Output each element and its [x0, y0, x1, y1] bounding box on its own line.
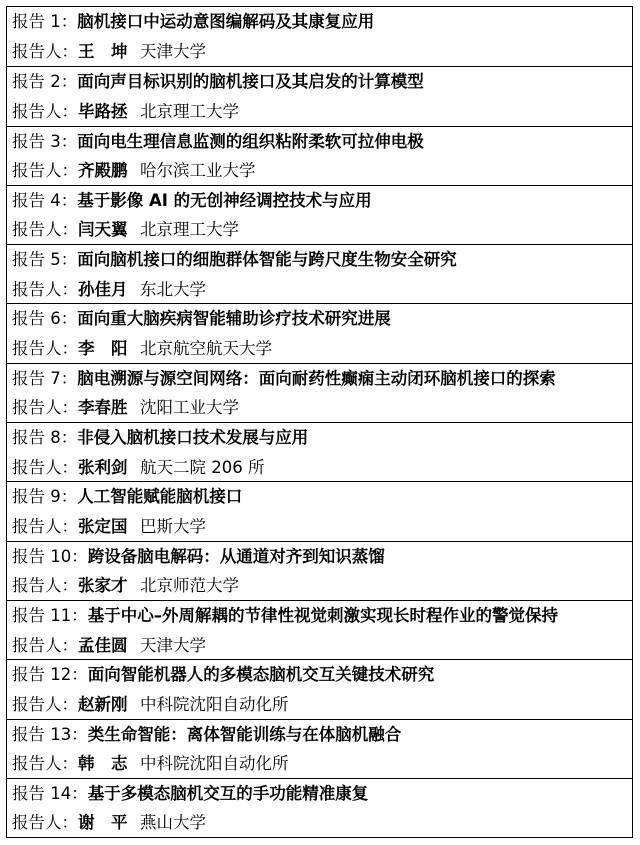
presenter-row	[7, 690, 632, 720]
presenter-row	[7, 808, 632, 838]
presenter-row	[7, 571, 632, 601]
presenter-label: 报告人：	[12, 161, 78, 181]
presenter-name: 赵新刚	[78, 694, 128, 714]
presenter-row	[7, 453, 632, 483]
presenter-affiliation: 沈阳工业大学	[140, 398, 239, 418]
presenter-name: 韩 志	[78, 754, 128, 774]
report-title: 脑电溯源与源空间网络：面向耐药性癫痫主动闭环脑机接口的探索	[77, 368, 556, 388]
presenter-label: 报告人：	[12, 101, 78, 121]
report-entry	[7, 7, 632, 66]
presenter-name: 闫天翼	[78, 220, 128, 240]
report-number: 报告 3：	[12, 131, 78, 151]
presenter-row	[7, 156, 632, 186]
presenter-label: 报告人：	[12, 398, 78, 418]
presenter-affiliation: 北京理工大学	[140, 220, 239, 240]
presenter-name: 齐殿鹏	[78, 161, 128, 181]
report-entry	[7, 66, 632, 125]
presenter-row	[7, 275, 632, 305]
report-title: 基于多模态脑机交互的手功能精准康复	[87, 783, 369, 803]
presenter-label: 报告人：	[12, 220, 78, 240]
presenter-label: 报告人：	[12, 694, 78, 714]
presenter-name: 李 阳	[78, 339, 128, 359]
report-entry	[7, 185, 632, 244]
report-title-row	[7, 482, 632, 512]
presenter-label: 报告人：	[12, 576, 78, 596]
report-entry	[7, 659, 632, 718]
presenter-label: 报告人：	[12, 457, 78, 477]
report-title-row	[7, 67, 632, 97]
presenter-row	[7, 749, 632, 779]
report-title: 类生命智能：离体智能训练与在体脑机融合	[87, 724, 402, 744]
presenter-label: 报告人：	[12, 635, 78, 655]
presenter-affiliation: 天津大学	[140, 41, 206, 61]
presenter-label: 报告人：	[12, 339, 78, 359]
presenter-name: 孙佳月	[78, 279, 128, 299]
report-title-row	[7, 601, 632, 631]
presenter-name: 谢 平	[78, 813, 128, 833]
presenter-row	[7, 393, 632, 423]
presenter-row	[7, 97, 632, 127]
report-number: 报告 14：	[12, 783, 88, 803]
report-title-row	[7, 720, 632, 750]
presenter-label: 报告人：	[12, 41, 78, 61]
report-title: 跨设备脑电解码：从通道对齐到知识蒸馏	[87, 546, 385, 566]
report-entry	[7, 303, 632, 362]
presenter-affiliation: 中科院沈阳自动化所	[140, 754, 289, 774]
report-title-row	[7, 304, 632, 334]
presenter-label: 报告人：	[12, 279, 78, 299]
report-title: 面向智能机器人的多模态脑机交互关键技术研究	[87, 665, 435, 685]
presenter-affiliation: 航天二院 206 所	[140, 457, 265, 477]
report-entry	[7, 719, 632, 778]
presenter-row	[7, 215, 632, 245]
report-title-row	[7, 542, 632, 572]
presenter-affiliation: 巴斯大学	[140, 516, 206, 536]
report-number: 报告 5：	[12, 250, 78, 270]
presenter-label: 报告人：	[12, 813, 78, 833]
report-title-row	[7, 779, 632, 809]
presenter-name: 毕路拯	[78, 101, 128, 121]
presenter-affiliation: 中科院沈阳自动化所	[140, 694, 289, 714]
report-title-row	[7, 127, 632, 157]
report-title: 人工智能赋能脑机接口	[77, 487, 243, 507]
presenter-affiliation: 北京航空航天大学	[140, 339, 272, 359]
report-entry	[7, 244, 632, 303]
report-entry	[7, 422, 632, 481]
report-number: 报告 13：	[12, 724, 88, 744]
report-title: 脑机接口中运动意图编解码及其康复应用	[77, 12, 375, 31]
presenter-affiliation: 东北大学	[140, 279, 206, 299]
presenter-row	[7, 334, 632, 364]
presenter-row	[7, 37, 632, 67]
presenter-affiliation: 北京理工大学	[140, 101, 239, 121]
presenter-name: 王 坤	[78, 41, 128, 61]
presenter-name: 张家才	[78, 576, 128, 596]
report-number: 报告 8：	[12, 428, 78, 448]
report-number: 报告 9：	[12, 487, 78, 507]
presenter-name: 孟佳圆	[78, 635, 128, 655]
report-title: 基于中心–外周解耦的节律性视觉刺激实现长时程作业的警觉保持	[87, 605, 558, 625]
report-entry	[7, 363, 632, 422]
presenter-label: 报告人：	[12, 516, 78, 536]
report-title: 非侵入脑机接口技术发展与应用	[77, 428, 309, 448]
report-number: 报告 2：	[12, 72, 78, 92]
report-schedule-table	[6, 6, 633, 838]
presenter-name: 张定国	[78, 516, 128, 536]
presenter-label: 报告人：	[12, 754, 78, 774]
report-number: 报告 12：	[12, 665, 88, 685]
presenter-name: 张利剑	[78, 457, 128, 477]
report-title-row	[7, 245, 632, 275]
report-entry	[7, 126, 632, 185]
report-number: 报告 10：	[12, 546, 88, 566]
report-title: 面向声目标识别的脑机接口及其启发的计算模型	[77, 72, 424, 92]
report-title: 基于影像 AI 的无创神经调控技术与应用	[77, 190, 372, 210]
presenter-row	[7, 512, 632, 542]
report-entry	[7, 481, 632, 540]
report-title-row	[7, 364, 632, 394]
report-title-row	[7, 660, 632, 690]
report-entry	[7, 778, 632, 837]
presenter-affiliation: 哈尔滨工业大学	[140, 161, 256, 181]
report-number: 报告 4：	[12, 190, 78, 210]
presenter-affiliation: 天津大学	[140, 635, 206, 655]
report-title: 面向重大脑疾病智能辅助诊疗技术研究进展	[77, 309, 391, 329]
report-entry	[7, 541, 632, 600]
report-number: 报告 7：	[12, 368, 78, 388]
presenter-row	[7, 631, 632, 661]
report-entry	[7, 600, 632, 659]
report-number: 报告 1：	[12, 12, 78, 31]
report-title-row	[7, 423, 632, 453]
presenter-name: 李春胜	[78, 398, 128, 418]
report-title: 面向电生理信息监测的组织粘附柔软可拉伸电极	[77, 131, 424, 151]
report-title-row	[7, 186, 632, 216]
presenter-affiliation: 燕山大学	[140, 813, 206, 833]
report-number: 报告 6：	[12, 309, 78, 329]
report-title: 面向脑机接口的细胞群体智能与跨尺度生物安全研究	[77, 250, 457, 270]
report-title-row	[7, 7, 632, 37]
presenter-affiliation: 北京师范大学	[140, 576, 239, 596]
report-number: 报告 11：	[12, 605, 88, 625]
